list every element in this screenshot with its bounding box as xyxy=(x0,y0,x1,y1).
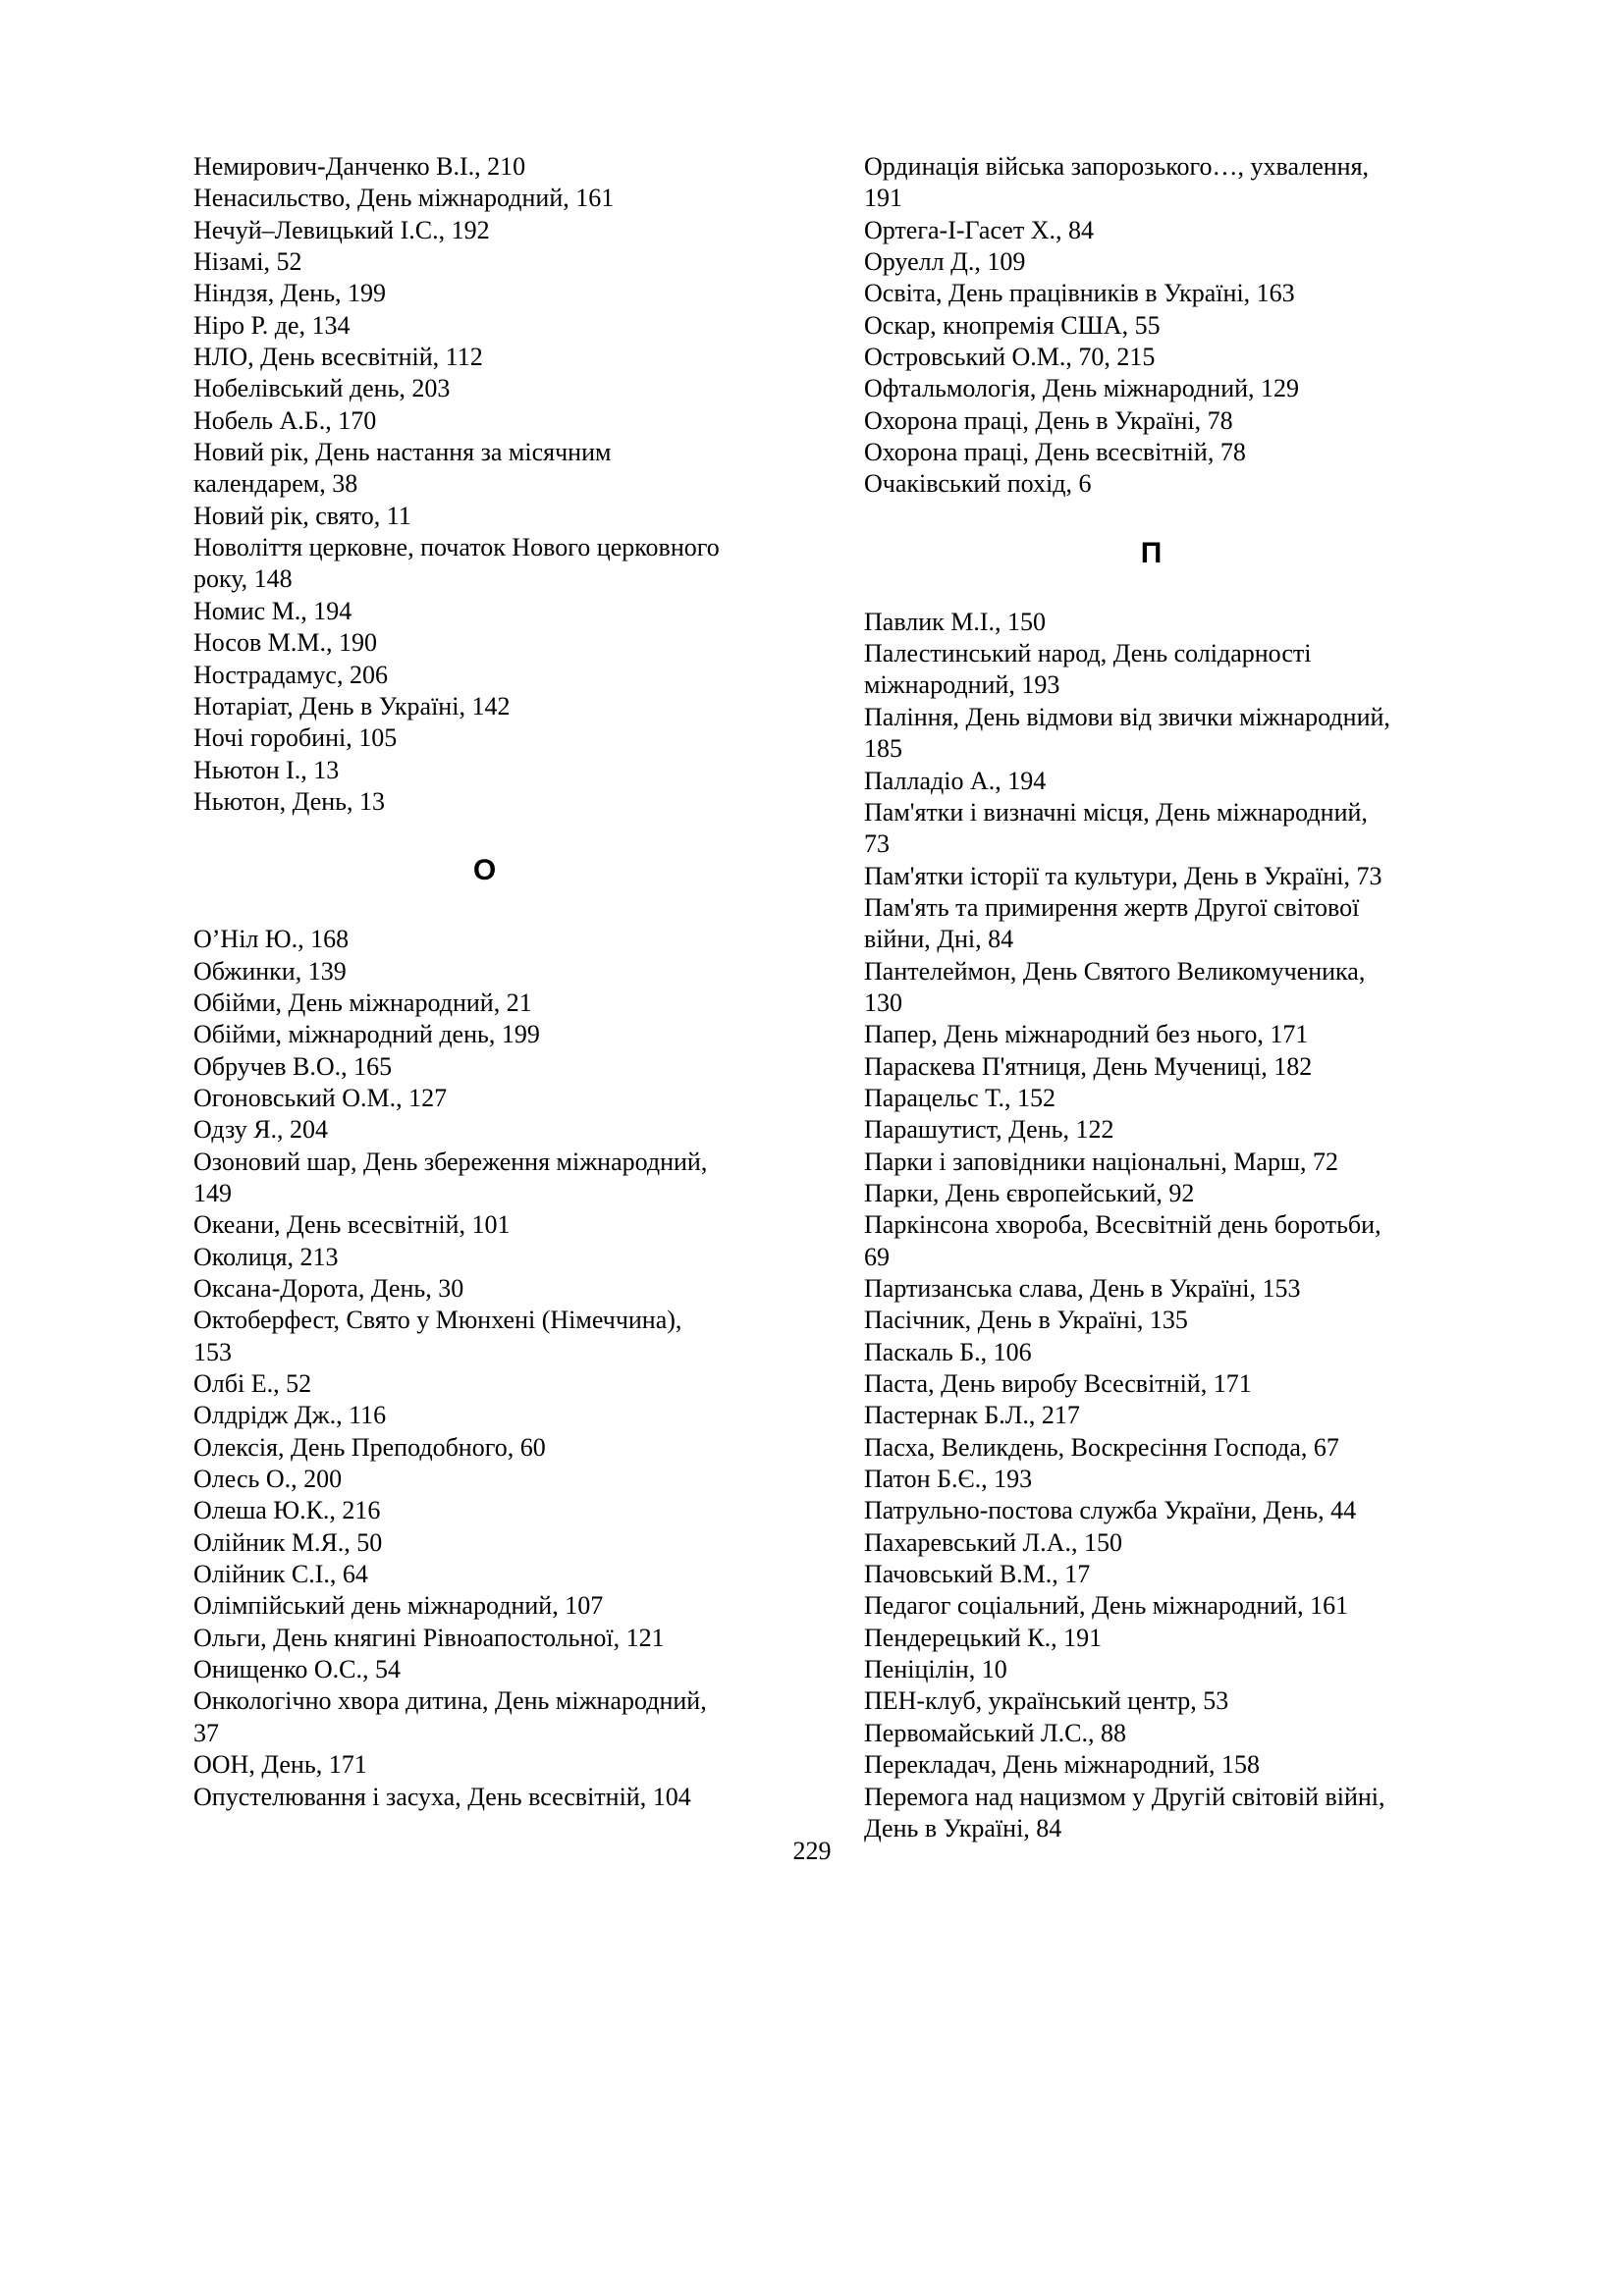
index-entry-text: Пеніцілін, 10 xyxy=(864,1655,1007,1684)
index-entry-text: Носов М.М., 190 xyxy=(193,628,377,658)
index-entry-text: Олійник С.І., 64 xyxy=(193,1560,368,1589)
index-entry-text: Патрульно-постова служба України, День, 44 xyxy=(864,1496,1357,1525)
index-entry xyxy=(864,892,1453,956)
index-entry xyxy=(864,1623,1453,1654)
index-entry-text: Ольги, День княгині Рівноапостольної, 121 xyxy=(193,1623,665,1652)
index-entry xyxy=(193,1273,783,1305)
index-entry-text: Павлик М.І., 150 xyxy=(864,607,1047,636)
index-entry-text: Охорона праці, День всесвітній, 78 xyxy=(864,438,1246,467)
index-entry xyxy=(864,1147,1453,1178)
index-entry-text: Одзу Я., 204 xyxy=(193,1115,329,1145)
index-entry-text: Очаківський похід, 6 xyxy=(864,469,1092,499)
index-entry xyxy=(193,627,783,659)
index-entry-text: Оскар, кнопремія США, 55 xyxy=(864,310,1161,340)
index-entry xyxy=(193,1527,783,1559)
index-entry xyxy=(193,1590,783,1622)
index-entry xyxy=(193,1305,783,1368)
index-entry-text: Олійник М.Я., 50 xyxy=(193,1527,383,1557)
index-entry-continuation: 73 xyxy=(864,829,890,859)
index-entry-text: Патон Б.Є., 193 xyxy=(864,1465,1033,1494)
index-entry-text: Освіта, День працівників в Україні, 163 xyxy=(864,279,1295,308)
index-entry-text: Околиця, 213 xyxy=(193,1242,339,1271)
index-entry-continuation: війни, Дні, 84 xyxy=(864,925,1014,954)
index-entry-text: Озоновий шар, День збереження міжнародний, xyxy=(193,1147,708,1176)
index-entry-text: Ніро Р. де, 134 xyxy=(193,310,351,340)
index-entry-text: Педагог соціальний, День міжнародний, 161 xyxy=(864,1591,1349,1621)
index-entry-text: Палладіо А., 194 xyxy=(864,766,1047,795)
index-entry xyxy=(193,988,783,1019)
index-entry-text: Оруелл Д., 109 xyxy=(864,247,1026,277)
index-entry xyxy=(864,638,1453,702)
index-entry xyxy=(864,1400,1453,1431)
index-entry xyxy=(864,437,1453,468)
index-entry xyxy=(864,1685,1453,1717)
page-number: 229 xyxy=(792,1837,832,1865)
index-entry-text: Оксана-Дорота, День, 30 xyxy=(193,1274,464,1303)
entry-list-n xyxy=(193,151,783,818)
index-entry xyxy=(193,786,783,818)
index-entry-text: Опустелювання і засуха, День всесвітній, 104 xyxy=(193,1782,691,1811)
index-entry-continuation: 185 xyxy=(864,734,902,764)
entry-list-p xyxy=(864,607,1453,1844)
index-entry-text: Огоновський О.М., 127 xyxy=(193,1083,448,1112)
index-entry-text: Олесь О., 200 xyxy=(193,1465,343,1494)
index-entry xyxy=(864,405,1453,437)
index-entry-text: Ньютон, День, 13 xyxy=(193,786,386,816)
index-entry xyxy=(193,405,783,437)
index-entry-text: Паста, День виробу Всесвітній, 171 xyxy=(864,1369,1252,1399)
index-entry xyxy=(193,437,783,501)
index-entry-text: Ньютон І., 13 xyxy=(193,755,340,784)
index-entry xyxy=(864,215,1453,246)
index-entry xyxy=(193,501,783,532)
index-entry xyxy=(193,1464,783,1495)
index-entry xyxy=(864,1749,1453,1781)
index-entry xyxy=(193,924,783,955)
index-entry-text: Нобель А.Б., 170 xyxy=(193,405,377,435)
index-entry-text: Онищенко О.С., 54 xyxy=(193,1655,402,1684)
index-entry xyxy=(193,1654,783,1685)
index-entry xyxy=(864,1495,1453,1526)
index-entry-text: Олеша Ю.К., 216 xyxy=(193,1496,381,1525)
index-entry xyxy=(193,1749,783,1781)
index-entry-text: Перекладач, День міжнародний, 158 xyxy=(864,1750,1260,1780)
index-entry xyxy=(864,766,1453,797)
index-entry-continuation: 149 xyxy=(193,1178,232,1207)
index-entry-text: О’Ніл Ю., 168 xyxy=(193,925,350,954)
index-entry-text: Островський О.М., 70, 215 xyxy=(864,343,1156,372)
index-entry-text: Пасічник, День в Україні, 135 xyxy=(864,1306,1188,1335)
index-entry-text: Новий рік, День настання за місячним xyxy=(193,438,612,467)
index-entry-text: Ординація війська запорозького…, ухвалення, xyxy=(864,152,1370,181)
index-entry-text: Парацельс Т., 152 xyxy=(864,1083,1056,1112)
index-entry-continuation: 69 xyxy=(864,1242,890,1271)
index-entry-text: Нострадамус, 206 xyxy=(193,660,388,689)
letter-heading-p: П xyxy=(1140,536,1163,569)
index-entry xyxy=(864,1464,1453,1495)
index-entry xyxy=(193,660,783,691)
index-entry-text: Пам'ятки історії та культури, День в Україні, 73 xyxy=(864,861,1382,890)
index-entry-text: Папер, День міжнародний без нього, 171 xyxy=(864,1020,1309,1049)
index-entry-text: Олдрідж Дж., 116 xyxy=(193,1401,387,1430)
index-entry xyxy=(193,1782,783,1813)
index-entry xyxy=(193,215,783,246)
entry-list-o-continued xyxy=(864,151,1453,501)
index-entry xyxy=(193,691,783,722)
entry-list-o xyxy=(193,924,783,1813)
index-entry-text: Палестинський народ, День солідарності xyxy=(864,639,1312,668)
index-entry xyxy=(193,183,783,214)
index-entry xyxy=(193,373,783,404)
index-entry-text: Ненасильство, День міжнародний, 161 xyxy=(193,184,615,213)
index-entry-continuation: міжнародний, 193 xyxy=(864,670,1060,700)
index-entry-text: Нобелівський день, 203 xyxy=(193,374,451,403)
index-entry-text: Ортега-І-Гасет Х., 84 xyxy=(864,215,1094,244)
index-entry xyxy=(193,1083,783,1114)
index-entry-text: Нотаріат, День в Україні, 142 xyxy=(193,691,511,721)
index-entry xyxy=(864,1718,1453,1749)
index-entry-continuation: календарем, 38 xyxy=(193,469,358,499)
index-entry-text: Пам'ять та примирення жертв Другої світової xyxy=(864,892,1360,922)
index-entry-text: Новоліття церковне, початок Нового церковного xyxy=(193,533,720,562)
index-entry xyxy=(864,702,1453,766)
letter-heading-o: О xyxy=(472,854,497,887)
index-entry xyxy=(864,1527,1453,1559)
index-entry xyxy=(193,596,783,627)
index-entry xyxy=(864,1273,1453,1305)
index-column-right xyxy=(864,151,1453,1844)
index-entry xyxy=(193,342,783,373)
index-entry-text: Партизанська слава, День в Україні, 153 xyxy=(864,1274,1301,1303)
index-entry xyxy=(864,1114,1453,1146)
index-entry-text: Парашутист, День, 122 xyxy=(864,1115,1114,1145)
index-entry-text: Паскаль Б., 106 xyxy=(864,1337,1032,1366)
index-entry-text: Пахаревський Л.А., 150 xyxy=(864,1527,1122,1557)
index-entry-text: Первомайський Л.С., 88 xyxy=(864,1718,1126,1747)
index-entry xyxy=(193,722,783,754)
index-entry xyxy=(864,1368,1453,1400)
index-entry xyxy=(864,1559,1453,1590)
index-entry-text: Олбі Е., 52 xyxy=(193,1369,312,1399)
index-entry-text: Пастернак Б.Л., 217 xyxy=(864,1401,1080,1430)
index-entry xyxy=(864,468,1453,500)
index-entry xyxy=(864,1432,1453,1464)
index-entry xyxy=(193,1432,783,1464)
index-entry-text: Ночі горобині, 105 xyxy=(193,723,398,753)
index-entry xyxy=(193,1368,783,1400)
index-entry xyxy=(193,246,783,278)
index-entry-text: Нечуй–Левицький І.С., 192 xyxy=(193,215,490,244)
index-entry-text: Пам'ятки і визначні місця, День міжнародний, xyxy=(864,797,1368,827)
index-column-left xyxy=(193,151,783,1813)
index-entry xyxy=(864,956,1453,1020)
index-entry xyxy=(864,1209,1453,1273)
index-entry xyxy=(864,151,1453,215)
index-entry xyxy=(864,246,1453,278)
index-entry-text: Пасха, Великдень, Воскресіння Господа, 67 xyxy=(864,1432,1339,1462)
index-entry-text: Пачовський В.М., 17 xyxy=(864,1560,1091,1589)
index-entry-text: Нізамі, 52 xyxy=(193,247,302,277)
index-entry xyxy=(864,1305,1453,1336)
index-entry xyxy=(864,1654,1453,1685)
index-entry xyxy=(193,310,783,342)
index-entry-text: НЛО, День всесвітній, 112 xyxy=(193,343,483,372)
index-entry-text: Парки і заповідники національні, Марш, 72 xyxy=(864,1147,1338,1176)
index-entry xyxy=(864,607,1453,638)
index-entry-text: Паркінсона хвороба, Всесвітній день боротьби, xyxy=(864,1210,1381,1240)
index-entry-text: Новий рік, свято, 11 xyxy=(193,501,411,530)
index-entry xyxy=(193,1623,783,1654)
index-entry-text: Онкологічно хвора дитина, День міжнародний, xyxy=(193,1686,707,1716)
index-entry-text: Немирович-Данченко В.І., 210 xyxy=(193,152,526,181)
index-entry-text: ПЕН-клуб, український центр, 53 xyxy=(864,1686,1229,1716)
index-entry-text: Обжинки, 139 xyxy=(193,956,347,986)
index-entry xyxy=(864,373,1453,404)
index-entry xyxy=(193,1400,783,1431)
index-entry-text: Ніндзя, День, 199 xyxy=(193,279,387,308)
index-entry xyxy=(193,532,783,596)
index-entry-text: Параскева П'ятниця, День Мучениці, 182 xyxy=(864,1051,1313,1081)
index-entry-text: Океани, День всесвітній, 101 xyxy=(193,1210,511,1240)
index-entry-text: Перемога над нацизмом у Другій світовій війні, xyxy=(864,1782,1385,1811)
index-entry-continuation: року, 148 xyxy=(193,564,293,594)
index-entry xyxy=(193,1559,783,1590)
index-entry xyxy=(864,342,1453,373)
index-entry-text: Паління, День відмови від звички міжнародний, xyxy=(864,702,1390,731)
index-entry xyxy=(193,956,783,988)
index-entry xyxy=(193,755,783,786)
index-entry xyxy=(193,1051,783,1083)
index-entry-text: Пантелеймон, День Святого Великомученика, xyxy=(864,956,1366,986)
index-entry xyxy=(193,278,783,309)
index-entry xyxy=(864,1337,1453,1368)
index-entry-text: Номис М., 194 xyxy=(193,596,352,625)
index-entry xyxy=(193,1147,783,1210)
index-entry xyxy=(193,1242,783,1273)
index-entry xyxy=(193,1495,783,1526)
index-entry-text: Офтальмологія, День міжнародний, 129 xyxy=(864,374,1300,403)
index-entry-text: ООН, День, 171 xyxy=(193,1750,367,1780)
index-entry xyxy=(193,1685,783,1749)
index-entry-text: Олексія, День Преподобного, 60 xyxy=(193,1432,546,1462)
index-entry xyxy=(864,797,1453,861)
index-entry-text: Обручев В.О., 165 xyxy=(193,1051,393,1081)
index-entry-continuation: 130 xyxy=(864,988,902,1017)
index-entry xyxy=(193,1019,783,1050)
index-entry xyxy=(864,310,1453,342)
index-entry xyxy=(864,861,1453,892)
index-entry-continuation: 153 xyxy=(193,1337,232,1366)
index-entry-text: Обійми, День міжнародний, 21 xyxy=(193,988,532,1017)
index-entry xyxy=(864,1590,1453,1622)
index-entry-text: Охорона праці, День в Україні, 78 xyxy=(864,405,1233,435)
index-entry-text: Обійми, міжнародний день, 199 xyxy=(193,1020,540,1049)
index-entry-text: Октоберфест, Свято у Мюнхені (Німеччина), xyxy=(193,1306,682,1335)
index-entry-text: Парки, День європейський, 92 xyxy=(864,1178,1195,1207)
index-entry xyxy=(193,1209,783,1241)
index-entry-text: Олімпійський день міжнародний, 107 xyxy=(193,1591,604,1621)
index-entry xyxy=(864,1019,1453,1050)
index-entry xyxy=(864,278,1453,309)
index-entry xyxy=(864,1051,1453,1083)
index-entry-text: Пендерецький К., 191 xyxy=(864,1623,1103,1652)
index-entry xyxy=(193,151,783,183)
index-entry xyxy=(864,1083,1453,1114)
index-entry xyxy=(193,1114,783,1146)
index-entry-continuation: День в Україні, 84 xyxy=(864,1813,1062,1842)
index-entry xyxy=(864,1178,1453,1209)
index-entry-continuation: 191 xyxy=(864,184,902,213)
index-entry-continuation: 37 xyxy=(193,1718,219,1747)
